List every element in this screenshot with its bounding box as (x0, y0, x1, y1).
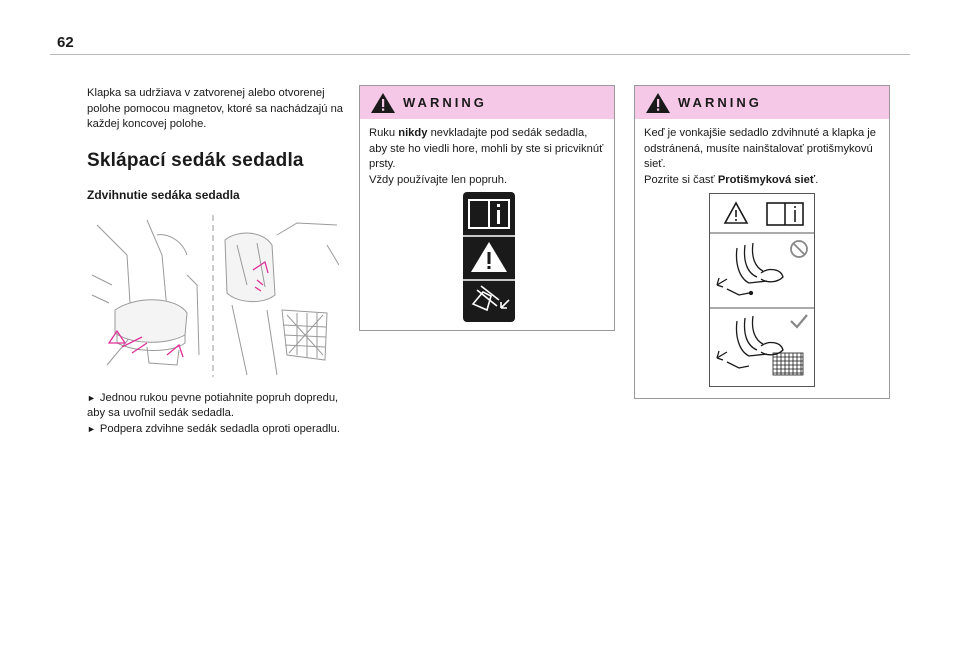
seat-illustration (87, 215, 339, 377)
warning-text (360, 119, 614, 188)
warning-line-2: Vždy používajte len popruh. (369, 173, 508, 186)
seat-raising-illustration (87, 215, 339, 377)
warning-text-part: . (815, 173, 819, 186)
warning-box-2 (634, 85, 890, 399)
page-number: 62 (57, 34, 74, 51)
intro-paragraph: Klapka sa udržiava v zatvorenej alebo otvorenej polohe pomocou magnetov, ktoré sa nachádzajú na každej koncovej polohe. (87, 87, 344, 131)
warning-emphasis: Protišmyková sieť (717, 173, 816, 186)
warning-symbol-panel (463, 192, 515, 322)
header-divider (50, 54, 910, 55)
step-arrow-icon: ► (87, 423, 96, 434)
warning-box-1 (359, 85, 615, 331)
warning-text-part: Pozrite si časť (644, 173, 718, 186)
warning-triangle-icon (370, 92, 396, 114)
step-2 (87, 422, 349, 438)
warning-triangle-icon (645, 92, 671, 114)
warning-header (635, 86, 889, 119)
step-2-text: Podpera zdvihne sedák sedadla oproti operadlu. (99, 422, 340, 435)
anti-slip-net-diagram (709, 193, 815, 387)
warning-line-1: Keď je vonkajšie sedadlo zdvihnuté a klapka je odstránená, musíte nainštalovať protišmykovú sieť. (644, 127, 877, 171)
warning-text (635, 119, 889, 188)
instruction-steps (87, 391, 349, 438)
warning-text-part: nevkladajte pod sedák sedadla, aby ste ho viedli hore, mohli by ste si pricviknúť prsty. (369, 127, 604, 171)
warning-header (360, 86, 614, 119)
warning-emphasis: nikdy (398, 127, 428, 139)
step-arrow-icon: ► (87, 392, 96, 403)
step-1-text: Jednou rukou pevne potiahnite popruh dopredu, aby sa uvoľnil sedák sedadla. (87, 391, 339, 420)
warning-text-part: Ruku (369, 127, 399, 139)
section-title: Sklápací sedák sedadla (87, 149, 304, 171)
subsection-title: Zdvihnutie sedáka sedadla (87, 187, 240, 202)
step-1 (87, 391, 349, 422)
warning-title: WARNING (403, 95, 487, 110)
warning-title: WARNING (678, 95, 762, 110)
left-column (87, 86, 349, 438)
